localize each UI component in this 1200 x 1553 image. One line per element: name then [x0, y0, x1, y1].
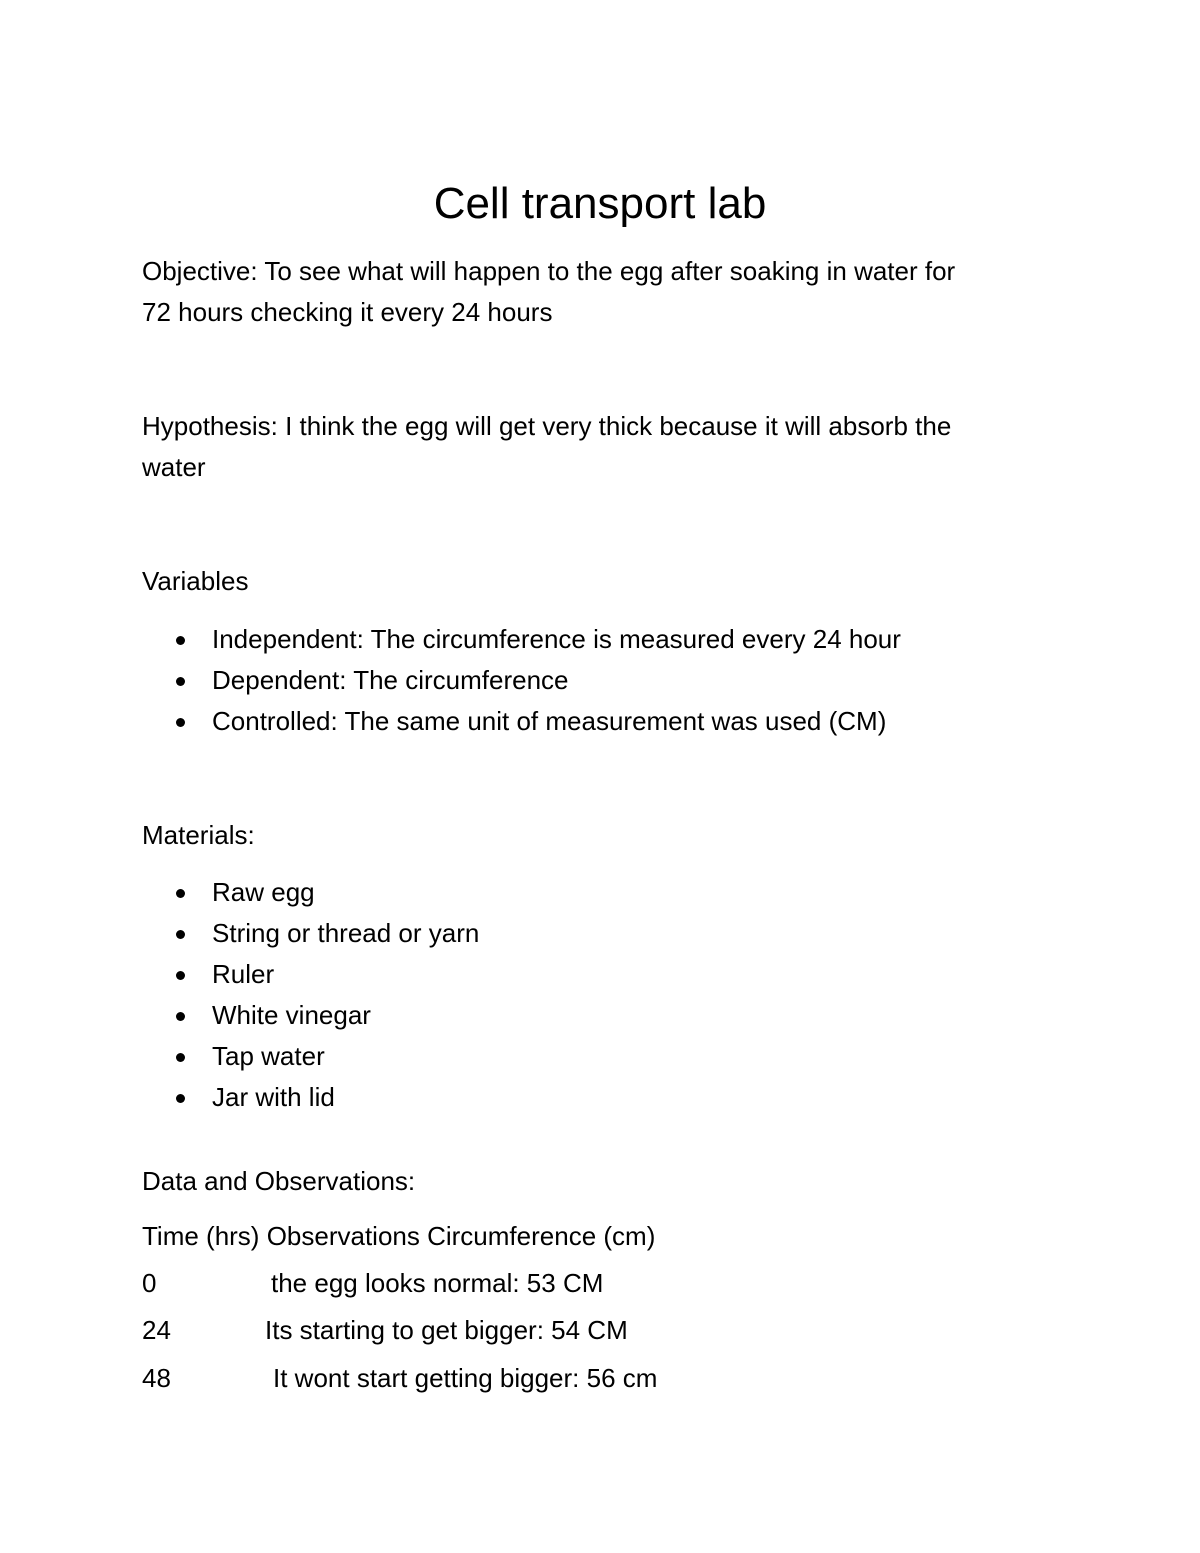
hypothesis-line-1: Hypothesis: I think the egg will get very thick because it will absorb the [142, 411, 952, 441]
variable-dependent: Dependent: The circumference [212, 665, 569, 695]
list-item [142, 1077, 1062, 1118]
material-item: String or thread or yarn [212, 918, 480, 948]
data-row-observation: It wont start getting bigger: 56 cm [273, 1363, 658, 1393]
bullet-icon [176, 1053, 185, 1062]
variable-controlled: Controlled: The same unit of measurement was used (CM) [212, 706, 887, 736]
variable-independent: Independent: The circumference is measured every 24 hour [212, 624, 901, 654]
list-item [142, 701, 1062, 742]
bullet-icon [176, 1012, 185, 1021]
list-item [142, 619, 1062, 660]
material-item: Ruler [212, 959, 275, 989]
objective-line-2: 72 hours checking it every 24 hours [142, 297, 553, 327]
data-row-time: 48 [142, 1363, 171, 1393]
objective-line-1: Objective: To see what will happen to the egg after soaking in water for [142, 256, 956, 286]
data-row-time: 24 [142, 1315, 171, 1345]
list-item [142, 1036, 1062, 1077]
material-item: Jar with lid [212, 1082, 335, 1112]
list-item [142, 954, 1062, 995]
data-row-time: 0 [142, 1268, 157, 1298]
data-row-observation: the egg looks normal: 53 CM [271, 1268, 604, 1298]
bullet-icon [176, 718, 185, 727]
list-item [142, 995, 1062, 1036]
bullet-icon [176, 1094, 185, 1103]
data-heading: Data and Observations: [142, 1166, 416, 1196]
bullet-icon [176, 971, 185, 980]
page-title: Cell transport lab [433, 179, 767, 228]
data-row-observation: Its starting to get bigger: 54 CM [265, 1315, 628, 1345]
bullet-icon [176, 930, 185, 939]
data-row [142, 1358, 1062, 1399]
hypothesis-line-2: water [142, 452, 206, 482]
variables-heading: Variables [142, 566, 249, 596]
bullet-icon [176, 889, 185, 898]
bullet-icon [176, 636, 185, 645]
material-item: Tap water [212, 1041, 325, 1071]
list-item [142, 872, 1062, 913]
materials-list [142, 872, 1062, 1118]
material-item: Raw egg [212, 877, 315, 907]
data-row [142, 1263, 1062, 1304]
materials-heading: Materials: [142, 820, 255, 850]
bullet-icon [176, 677, 185, 686]
data-header-row: Time (hrs) Observations Circumference (cm) [142, 1221, 656, 1251]
list-item [142, 913, 1062, 954]
list-item [142, 660, 1062, 701]
data-row [142, 1310, 1062, 1351]
variables-list [142, 619, 1062, 742]
material-item: White vinegar [212, 1000, 371, 1030]
